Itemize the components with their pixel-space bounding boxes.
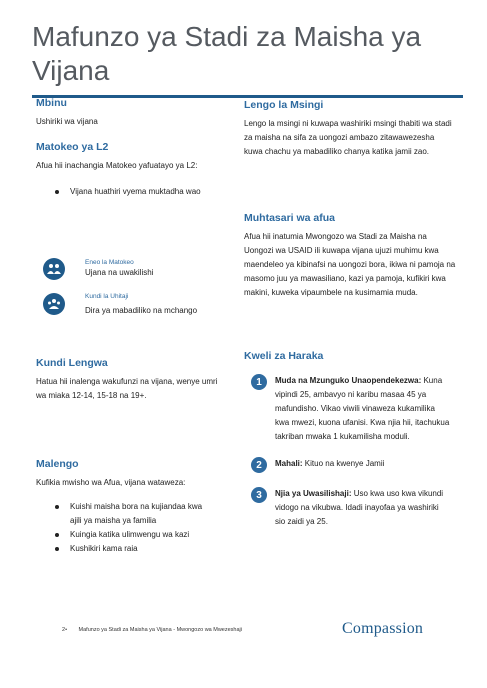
heading-malengo: Malengo xyxy=(36,458,79,470)
heading-mbinu: Mbinu xyxy=(36,97,67,109)
number-2-icon: 2 xyxy=(251,457,267,473)
text-muhtasari: Afua hii inatumia Mwongozo wa Stadi za Maisha na Uongozi wa USAID ili kuwapa vijana ujuzi muhimu kwa maendeleo ya kibinafsi na uongozi bora, ikiwa ni pamoja na masomo juu ya mawasiliano, kazi ya pamoja, kufikiri kwa makini, kuweka vipaumbele na kusimamia muda. xyxy=(244,232,456,297)
text-lengo: Lengo la msingi ni kuwapa washiriki msingi thabiti wa stadi za maisha na sifa za uongozi ambazo zitawawezesha kuwa chachu ya mabadiliko chanya katika jamii zao. xyxy=(244,119,452,156)
group-icon xyxy=(43,293,65,315)
heading-kundi-lengwa: Kundi Lengwa xyxy=(36,357,108,369)
fact-3-body: Uso kwa uso kwa vikundi vidogo na vikubwa. Idadi inayofaa ya washiriki sio zaidi ya 25. xyxy=(275,489,444,526)
need-group-label: Kundi la Uhitaji xyxy=(85,293,129,300)
footer-text: Mafunzo ya Stadi za Maisha ya Vijana - Mwongozo wa Mwezeshaji xyxy=(78,627,242,633)
need-group-value: Dira ya mabadiliko na mchango xyxy=(85,306,198,315)
fact-2-text xyxy=(275,457,450,473)
fact-1-text xyxy=(275,374,450,444)
need-group xyxy=(43,293,223,317)
footer xyxy=(62,627,242,633)
fact-1 xyxy=(251,374,456,444)
fact-2-label: Mahali: xyxy=(275,459,303,468)
list-matokeo xyxy=(36,185,226,199)
compassion-logo: Compassion xyxy=(342,620,424,637)
fact-3-label: Njia ya Uwasilishaji: xyxy=(275,489,352,498)
section-lengo xyxy=(244,99,454,159)
text-mbinu: Ushiriki wa vijana xyxy=(36,117,98,126)
outcome-area xyxy=(43,258,223,280)
text-matokeo: Afua hii inachangia Matokeo yafuatayo ya L2: xyxy=(36,161,198,170)
list-item: Kuingia katika ulimwengu wa kazi xyxy=(36,528,211,542)
fact-3-text xyxy=(275,487,450,529)
outcome-area-value: Ujana na uwakilishi xyxy=(85,268,154,277)
section-matokeo xyxy=(36,141,226,199)
heading-muhtasari: Muhtasari wa afua xyxy=(244,212,336,224)
page-title: Mafunzo ya Stadi za Maisha ya Vijana xyxy=(32,21,422,86)
fact-2-body: Kituo na kwenye Jamii xyxy=(302,459,385,468)
page-number-dot: • xyxy=(65,627,67,633)
heading-kweli: Kweli za Haraka xyxy=(244,350,324,362)
heading-matokeo: Matokeo ya L2 xyxy=(36,141,109,153)
people-icon xyxy=(43,258,65,280)
outcome-area-label: Eneo la Matokeo xyxy=(85,259,134,266)
fact-2 xyxy=(251,457,456,473)
fact-1-label: Muda na Mzunguko Unaopendekezwa: xyxy=(275,376,422,385)
heading-lengo: Lengo la Msingi xyxy=(244,99,324,111)
page-number: 2 xyxy=(62,627,66,633)
number-1-icon: 1 xyxy=(251,374,267,390)
number-3-icon: 3 xyxy=(251,487,267,503)
section-kundi-lengwa xyxy=(36,357,226,403)
list-item: Vijana huathiri vyema muktadha wao xyxy=(36,185,226,199)
text-kundi-lengwa: Hatua hii inalenga wakufunzi na vijana, wenye umri wa miaka 12-14, 15-18 na 19+. xyxy=(36,377,218,400)
list-item: Kuishi maisha bora na kujiandaa kwa ajili ya maisha ya familia xyxy=(36,500,211,528)
section-mbinu xyxy=(36,97,226,129)
list-item: Kushikiri kama raia xyxy=(36,542,211,556)
text-malengo: Kufikia mwisho wa Afua, vijana watawеza: xyxy=(36,478,186,487)
section-muhtasari xyxy=(244,212,456,300)
list-malengo xyxy=(36,500,211,556)
section-malengo xyxy=(36,458,226,556)
section-kweli xyxy=(244,350,456,362)
fact-3 xyxy=(251,487,456,529)
fact-1-body: Kuna vipindi 25, ambavyo ni karibu masaa 45 ya mafundisho. Vikao viwili vinaweza kukamilika kwa mwezi, kuona ufanisi. Kwa njia hii, itachukua takriban mwaka 1 kukamilisha moduli. xyxy=(275,376,450,441)
